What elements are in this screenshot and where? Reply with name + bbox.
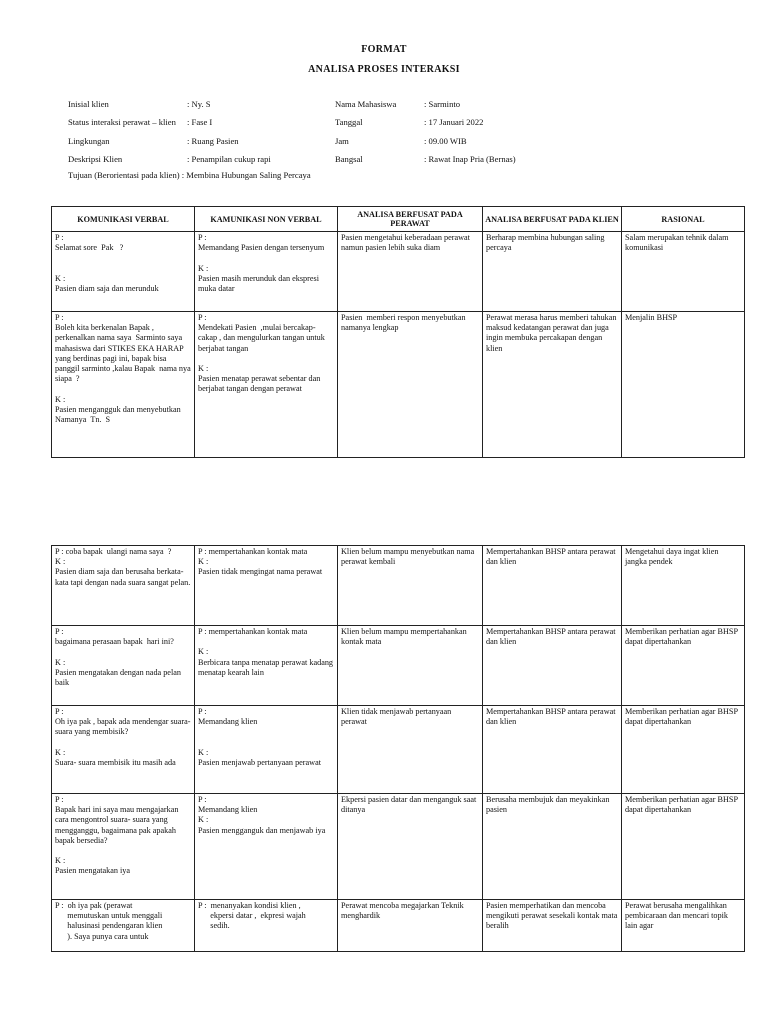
cell-rasional: Perawat berusaha mengalihkan pembicaraan dan mencari topik lain agar (622, 900, 745, 952)
cell-verbal: P : coba bapak ulangi nama saya ? K : Pasien diam saja dan berusaha berkata- kata tapi dengan nada suara sangat pelan. (52, 546, 195, 626)
cell-analisa-perawat: Pasien memberi respon menyebutkan namanya lengkap (338, 312, 483, 458)
header-rasional: RASIONAL (622, 207, 745, 232)
cell-analisa-perawat: Ekpersi pasien datar dan menganguk saat ditanya (338, 794, 483, 900)
table-header-row (52, 207, 745, 232)
nama-label: Nama Mahasiswa (335, 99, 397, 109)
inisial-label: Inisial klien (68, 99, 109, 109)
table-row (52, 626, 745, 706)
table-row (52, 794, 745, 900)
cell-analisa-perawat: Klien tidak menjawab pertanyaan perawat (338, 706, 483, 794)
cell-verbal: P : Selamat sore Pak ? K : Pasien diam saja dan merunduk (52, 232, 195, 312)
cell-rasional: Salam merupakan tehnik dalam komunikasi (622, 232, 745, 312)
cell-non-verbal: P : menanyakan kondisi klien , ekpersi datar , ekpresi wajah sedih. (195, 900, 338, 952)
cell-rasional: Memberikan perhatian agar BHSP dapat dipertahankan (622, 794, 745, 900)
cell-analisa-perawat: Klien belum mampu menyebutkan nama perawat kembali (338, 546, 483, 626)
status-value: : Fase I (187, 117, 213, 127)
lingkungan-value: : Ruang Pasien (187, 136, 239, 146)
cell-verbal: P : bagaimana perasaan bapak hari ini? K : Pasien mengatakan dengan nada pelan baik (52, 626, 195, 706)
cell-verbal: P : Bapak hari ini saya mau mengajarkan cara mengontrol suara- suara yang mengganggu, bagaimana pak apakah bapak bersedia? K : Pasien mengatakan iya (52, 794, 195, 900)
header-verbal: KOMUNIKASI VERBAL (52, 207, 195, 232)
tujuan-line: Tujuan (Berorientasi pada klien) : Membina Hubungan Saling Percaya (68, 170, 311, 180)
lingkungan-label: Lingkungan (68, 136, 110, 146)
table-row (52, 706, 745, 794)
interaction-table-2 (51, 545, 745, 952)
inisial-value: : Ny. S (187, 99, 211, 109)
cell-verbal: P : Boleh kita berkenalan Bapak , perkenalkan nama saya Sarminto saya mahasiswa dari STIKES EKA HARAP yang berdinas pagi ini, bapak bisa panggil sarminto ,kalau Bapak nama nya siapa ? K : Pasien mengangguk dan menyebutkan Namanya Tn. S (52, 312, 195, 458)
tanggal-label: Tanggal (335, 117, 363, 127)
cell-rasional: Memberikan perhatian agar BHSP dapat dipertahankan (622, 626, 745, 706)
bangsal-label: Bangsal (335, 154, 363, 164)
header-analisa-perawat: ANALISA BERFUSAT PADA PERAWAT (338, 207, 483, 232)
cell-non-verbal: P : Mendekati Pasien ,mulai bercakap-cakap , dan mengulurkan tangan untuk berjabat tangan K : Pasien menatap perawat sebentar dan berjabat tangan dengan perawat (195, 312, 338, 458)
header-non-verbal: KAMUNIKASI NON VERBAL (195, 207, 338, 232)
cell-rasional: Memberikan perhatian agar BHSP dapat dipertahankan (622, 706, 745, 794)
nama-value: : Sarminto (424, 99, 461, 109)
table-row (52, 312, 745, 458)
status-label: Status interaksi perawat – klien (68, 117, 176, 127)
document-title: FORMAT (361, 44, 407, 55)
cell-non-verbal: P : mempertahankan kontak mata K : Pasien tidak mengingat nama perawat (195, 546, 338, 626)
jam-label: Jam (335, 136, 349, 146)
bangsal-value: : Rawat Inap Pria (Bernas) (424, 154, 516, 164)
table-row (52, 546, 745, 626)
document-subtitle: ANALISA PROSES INTERAKSI (308, 64, 460, 75)
cell-analisa-perawat: Pasien mengetahui keberadaan perawat namun pasien lebih suka diam (338, 232, 483, 312)
table-row (52, 900, 745, 952)
cell-analisa-klien: Berusaha membujuk dan meyakinkan pasien (483, 794, 622, 900)
cell-analisa-klien: Mempertahankan BHSP antara perawat dan klien (483, 546, 622, 626)
tanggal-value: : 17 Januari 2022 (424, 117, 484, 127)
cell-analisa-klien: Pasien memperhatikan dan mencoba mengikuti perawat sesekali kontak mata beralih (483, 900, 622, 952)
cell-analisa-perawat: Klien belum mampu mempertahankan kontak mata (338, 626, 483, 706)
header-analisa-klien: ANALISA BERFUSAT PADA KLIEN (483, 207, 622, 232)
cell-analisa-klien: Perawat merasa harus memberi tahukan maksud kedatangan perawat dan juga ingin membuka percakapan dengan klien (483, 312, 622, 458)
deskripsi-label: Deskripsi Klien (68, 154, 123, 164)
cell-non-verbal: P : mempertahankan kontak mata K : Berbicara tanpa menatap perawat kadang menatap kearah lain (195, 626, 338, 706)
cell-rasional: Menjalin BHSP (622, 312, 745, 458)
cell-verbal: P : oh iya pak (perawat memutuskan untuk menggali halusinasi pendengaran klien ). Saya punya cara untuk (52, 900, 195, 952)
cell-analisa-klien: Berharap membina hubungan saling percaya (483, 232, 622, 312)
cell-non-verbal: P : Memandang klien K : Pasien mengganguk dan menjawab iya (195, 794, 338, 900)
cell-analisa-klien: Mempertahankan BHSP antara perawat dan klien (483, 626, 622, 706)
cell-rasional: Mengetahui daya ingat klien jangka pendek (622, 546, 745, 626)
cell-analisa-perawat: Perawat mencoba megajarkan Teknik menghardik (338, 900, 483, 952)
deskripsi-value: : Penampilan cukup rapi (187, 154, 271, 164)
cell-non-verbal: P : Memandang Pasien dengan tersenyum K : Pasien masih merunduk dan ekspresi muka datar (195, 232, 338, 312)
table-row (52, 232, 745, 312)
jam-value: : 09.00 WIB (424, 136, 467, 146)
cell-analisa-klien: Mempertahankan BHSP antara perawat dan klien (483, 706, 622, 794)
cell-non-verbal: P : Memandang klien K : Pasien menjawab pertanyaan perawat (195, 706, 338, 794)
interaction-table-1 (51, 206, 745, 458)
cell-verbal: P : Oh iya pak , bapak ada mendengar suara- suara yang membisik? K : Suara- suara membisik itu masih ada (52, 706, 195, 794)
